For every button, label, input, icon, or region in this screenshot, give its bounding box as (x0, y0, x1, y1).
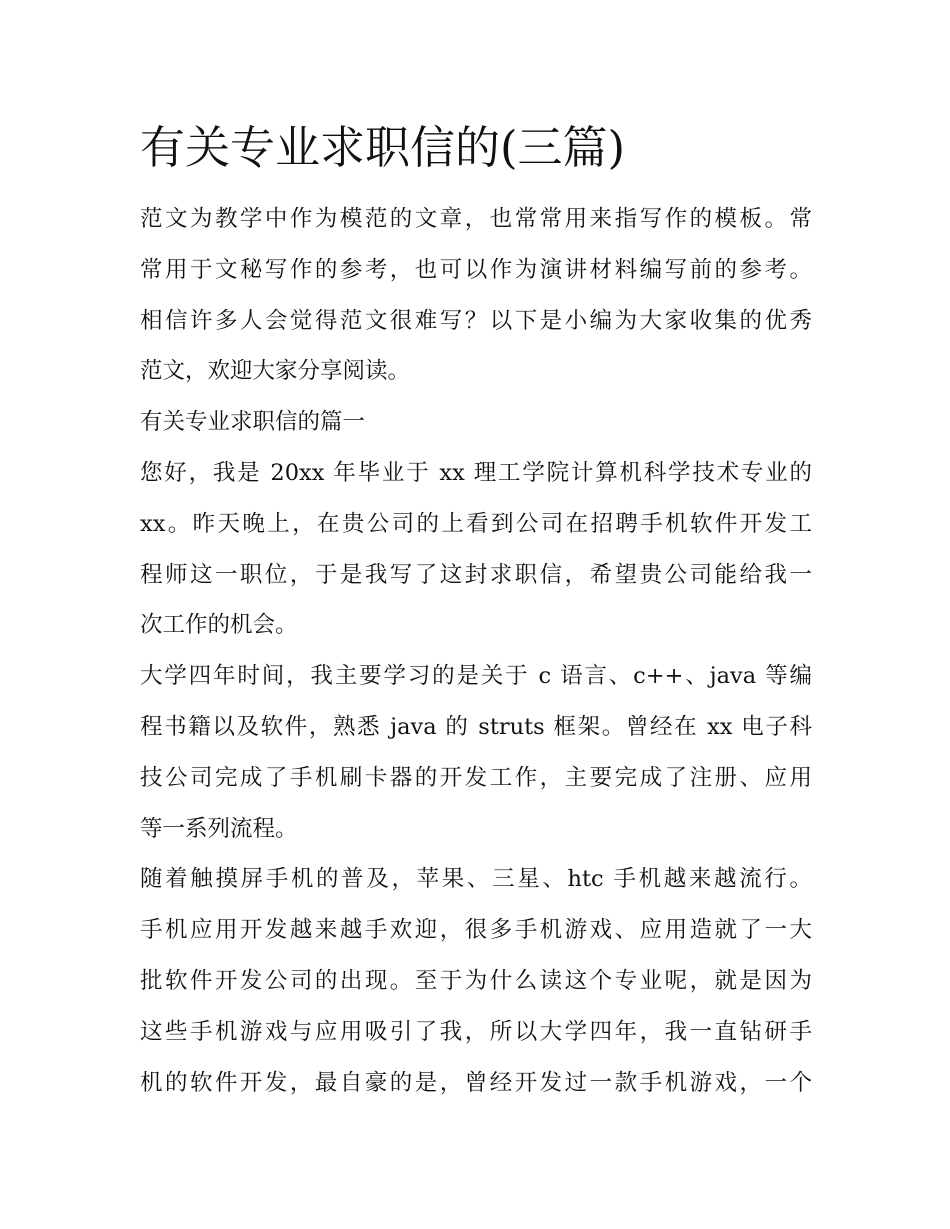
text-line: 常用于文秘写作的参考，也可以作为演讲材料编写前的参考。 (140, 256, 812, 283)
text-line: 相信许多人会觉得范文很难写？以下是小编为大家收集的优秀 (140, 307, 812, 334)
paragraph-intro (140, 194, 812, 397)
text-line: 范文为教学中作为模范的文章，也常常用来指写作的模板。常 (140, 206, 812, 232)
text-line: 您好，我是 20xx 年毕业于 xx 理工学院计算机科学技术专业的 (140, 459, 812, 486)
text-line: 手机应用开发越来越手欢迎，很多手机游戏、应用造就了一大 (140, 917, 812, 944)
text-line: 等一系列流程。 (140, 815, 298, 842)
text-line: 范文，欢迎大家分享阅读。 (140, 358, 411, 385)
text-line: 有关专业求职信的篇一 (140, 409, 366, 436)
text-line: 批软件开发公司的出现。至于为什么读这个专业呢，就是因为 (140, 967, 812, 994)
text-line: 随着触摸屏手机的普及，苹果、三星、htc 手机越来越流行。 (140, 866, 812, 893)
text-line: 大学四年时间，我主要学习的是关于 c 语言、c++、java 等编 (140, 663, 812, 690)
text-line: 程书籍以及软件，熟悉 java 的 struts 框架。曾经在 xx 电子科 (140, 713, 812, 740)
section-heading-1 (140, 397, 812, 448)
text-line: 这些手机游戏与应用吸引了我，所以大学四年，我一直钻研手 (140, 1018, 812, 1045)
document-page (140, 112, 812, 1108)
text-line: 机的软件开发，最自豪的是，曾经开发过一款手机游戏，一个 (140, 1069, 812, 1096)
paragraph-motivation (140, 854, 812, 1108)
text-line: 技公司完成了手机刷卡器的开发工作，主要完成了注册、应用 (140, 764, 812, 791)
text-line: 次工作的机会。 (140, 612, 298, 639)
text-line: 程师这一职位，于是我写了这封求职信，希望贵公司能给我一 (140, 561, 812, 588)
paragraph-greeting (140, 448, 812, 651)
document-title: 有关专业求职信的(三篇) (140, 121, 626, 174)
paragraph-education (140, 651, 812, 854)
text-line: xx。昨天晚上，在贵公司的上看到公司在招聘手机软件开发工 (140, 510, 812, 537)
